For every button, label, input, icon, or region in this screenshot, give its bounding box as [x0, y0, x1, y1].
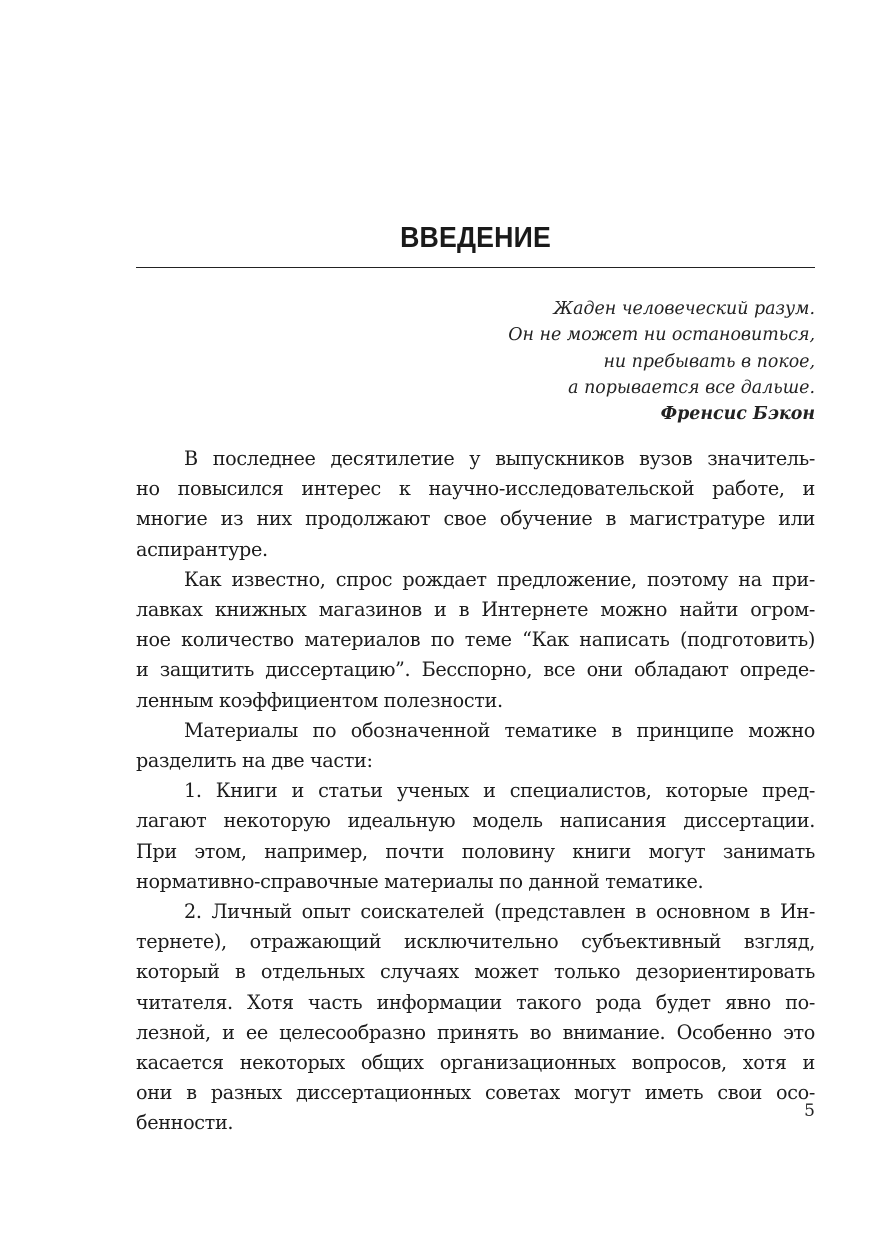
text-line: лезной, и ее целесообразно принять во внимание. Особенно это	[136, 1020, 815, 1044]
text-line: лагают некоторую идеальную модель написания диссертации.	[136, 809, 815, 833]
title-divider	[136, 267, 815, 268]
epigraph-line: Жаден человеческий разум.	[553, 299, 815, 319]
epigraph-author: Френсис Бэкон	[660, 404, 815, 425]
paragraph	[136, 565, 815, 716]
paragraph	[136, 776, 815, 897]
text-line: ленным коэффициентом полезности.	[136, 688, 503, 712]
page-number: 5	[804, 1101, 815, 1121]
text-line: ное количество материалов по теме “Как написать (подготовить)	[136, 628, 815, 652]
text-line: и защитить диссертацию”. Бесспорно, все они обладают опреде-	[136, 658, 815, 682]
epigraph-line: ни пребывать в покое,	[603, 351, 815, 372]
chapter-title: ВВЕДЕНИЕ	[400, 222, 551, 254]
text-line: При этом, например, почти половину книги могут занимать	[136, 839, 815, 863]
text-line: касается некоторых общих организационных вопросов, хотя и	[136, 1051, 815, 1075]
text-line: читателя. Хотя часть информации такого рода будет явно по-	[136, 990, 815, 1014]
text-line: бенности.	[136, 1111, 234, 1135]
text-line: который в отдельных случаях может только дезориентировать	[136, 960, 815, 984]
text-line: нормативно-справочные материалы по данной тематике.	[136, 869, 704, 893]
text-line: лавках книжных магазинов и в Интернете можно найти огром-	[136, 598, 815, 622]
paragraph	[136, 444, 815, 565]
text-line: 2. Личный опыт соискателей (представлен в основном в Ин-	[184, 900, 815, 924]
text-line: аспирантуре.	[136, 537, 268, 561]
epigraph-line: Он не может ни остановиться,	[508, 325, 815, 346]
text-line: Как известно, спрос рождает предложение, поэтому на при-	[184, 567, 815, 591]
text-line: разделить на две части:	[136, 749, 373, 773]
text-line: они в разных диссертационных советах могут иметь свои осо-	[136, 1081, 815, 1105]
paragraph	[136, 897, 815, 1139]
paragraph	[136, 716, 815, 776]
text-line: Материалы по обозначенной тематике в принципе можно	[184, 718, 815, 742]
text-line: тернете), отражающий исключительно субъективный взгляд,	[136, 930, 815, 954]
epigraph	[508, 296, 815, 427]
text-line: но повысился интерес к научно-исследовательской работе, и	[136, 477, 815, 501]
text-line: 1. Книги и статьи ученых и специалистов, которые пред-	[184, 779, 815, 803]
text-line: многие из них продолжают свое обучение в магистратуре или	[136, 507, 815, 531]
epigraph-line: а порывается все дальше.	[568, 377, 815, 398]
body-text	[136, 444, 815, 1139]
text-line: В последнее десятилетие у выпускников вузов значитель-	[184, 447, 815, 470]
